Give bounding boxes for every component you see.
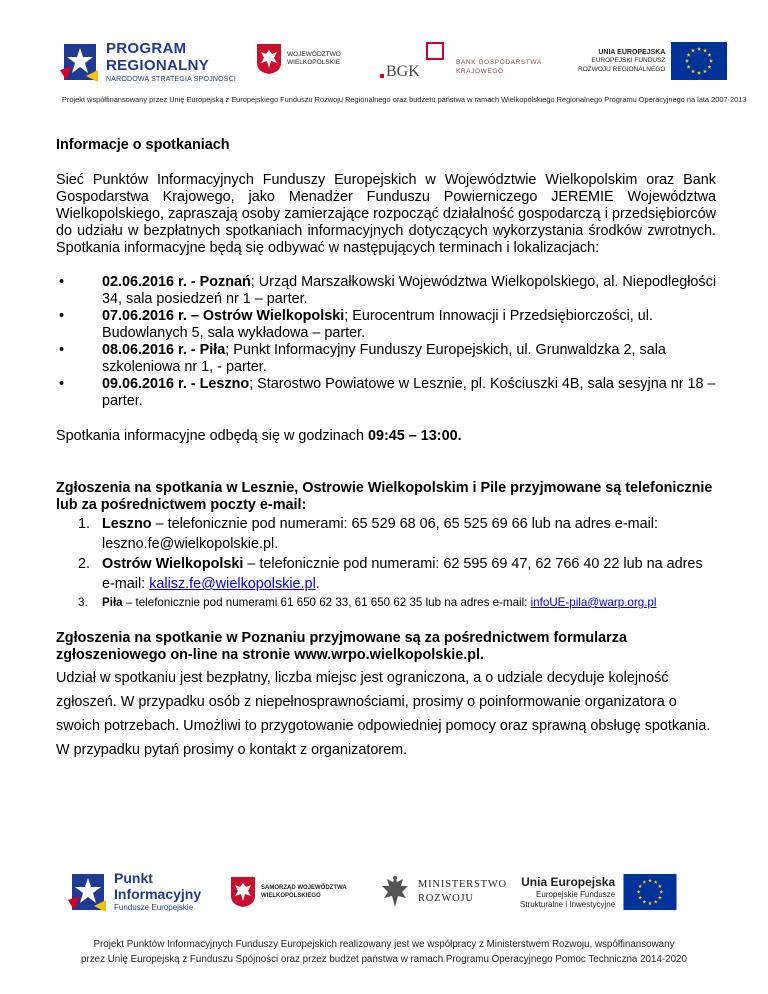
item-city: Leszno xyxy=(102,516,152,532)
meeting-details: ; Eurocentrum Innowacji i Przedsiębiorczości, ul. Budowlanych 5, sala wykładowa – parter. xyxy=(102,308,653,341)
eu-esif-logo xyxy=(520,874,677,910)
document-body xyxy=(56,137,716,762)
eagle-crest-icon xyxy=(256,43,282,75)
meeting-item xyxy=(56,342,716,376)
meeting-details: ; Urząd Marszałkowski Województwa Wielkopolskiego, al. Niepodległości 34, sala posiedzeń nr 1 – parter. xyxy=(102,274,717,307)
email-link-pila[interactable]: infoUE-pila@warp.org.pl xyxy=(530,596,657,609)
meeting-date-place: 08.06.2016 r. - Piła xyxy=(102,342,226,358)
closing-paragraph: Udział w spotkaniu jest bezpłatny, liczba miejsc jest ograniczona, a o udziale decyduje kolejność zgłoszeń. W przypadku osób z niepełnosprawnościami, prosimy o poinformowanie organizatora o swoich potrzebach. Umożliwi to przygotowanie odpowiedniej pomocy oraz sprawną obsługę spotkania. W przypadku pytań prosimy o kontakt z organizatorem. xyxy=(56,670,711,758)
email-link-kalisz[interactable]: kalisz.fe@wielkopolskie.pl xyxy=(149,576,316,592)
item-text: – telefonicznie pod numerami: 65 529 68 06, 65 525 69 66 lub na adres e-mail: leszno.fe@wielkopolskie.pl. xyxy=(102,516,658,552)
item-number: 3. xyxy=(78,596,88,609)
closing-block xyxy=(56,666,716,762)
bgk-logo-line1: BANK GOSPODARSTWA xyxy=(456,59,542,67)
pi-logo-line3: Fundusze Europejskie xyxy=(114,902,194,912)
item-text: – telefonicznie pod numerami: 62 595 69 47, 62 766 40 22 lub na adres e-mail: xyxy=(102,556,703,592)
meeting-date-place: 02.06.2016 r. - Poznań xyxy=(102,274,251,290)
cofinancing-note: Projekt współfinansowany przez Unię Europejską z Europejskiego Funduszu Rozwoju Regionalnego oraz budżetu państwa w ramach Wielkopolskiego Regionalnego Programu Operacyjnego na lata 2007-2013 xyxy=(62,95,747,104)
eagle-crest-icon xyxy=(230,876,256,908)
polish-eagle-icon xyxy=(380,874,410,910)
item-city: Ostrów Wielkopolski xyxy=(102,556,244,572)
meeting-list xyxy=(56,274,716,410)
header-logo-bar xyxy=(60,40,728,90)
self-gov-line1: SAMORZĄD WOJEWÓDZTWA xyxy=(261,884,347,891)
eu-logo-line3: ROZWOJU REGIONALNEGO xyxy=(578,65,666,73)
bgk-wordmark: BGK xyxy=(386,63,420,80)
ministry-logo xyxy=(380,874,507,910)
program-logo-line3: NARODOWA STRATEGIA SPÓJNOŚCI xyxy=(106,76,237,83)
section-title-registration: Zgłoszenia na spotkania w Lesznie, Ostrowie Wielkopolskim i Pile przyjmowane są telefonicznie lub za pośrednictwem poczty e-mail: xyxy=(56,480,713,513)
bgk-mark xyxy=(380,40,452,82)
meeting-item xyxy=(56,308,716,342)
footer-logo-bar xyxy=(60,870,728,920)
wielkopolska-region-logo xyxy=(256,43,341,75)
eu-erdf-logo xyxy=(578,42,727,80)
footer-note-line1: Projekt Punktów Informacyjnych Funduszy Europejskich realizowany jest we współpracy z Ministerstwem Rozwoju, współfinansowany xyxy=(93,939,675,950)
program-logo-line2: REGIONALNY xyxy=(106,57,210,74)
registration-item-pila xyxy=(56,594,716,611)
intro-paragraph: Sieć Punktów Informacyjnych Funduszy Europejskich w Województwie Wielkopolskim oraz Bank Gospodarstwa Krajowego, jako Menadżer Funduszu Powierniczego JEREMIE Województwa Wielkopolskiego, zapraszają osoby zamierzające rozpocząć działalność gospodarczą i przedsiębiorców do udziału w bezpłatnych spotkaniach informacyjnych dotyczących wykorzystania środków zwrotnych. Spotkania informacyjne będą się odbywać w następujących terminach i lokalizacjach: xyxy=(56,172,716,256)
punkt-star-icon xyxy=(68,870,108,914)
bgk-logo xyxy=(380,40,542,82)
registration-list xyxy=(56,514,716,611)
item-number: 2. xyxy=(78,556,91,572)
region-logo-line1: WOJEWÓDZTWO xyxy=(287,50,341,58)
self-gov-line2: WIELKOPOLSKIEGO xyxy=(261,893,321,899)
section-title-meetings: Informacje o spotkaniach xyxy=(56,137,230,153)
footer-note-line2: przez Unię Europejską z Funduszu Spójności oraz przez budżet państwa w ramach Programu Operacyjnego Pomoc Techniczna 2014-2020 xyxy=(81,954,687,965)
item-number: 1. xyxy=(78,516,91,532)
region-logo-line2: WIELKOPOLSKIE xyxy=(287,59,341,66)
pi-logo-line2: Informacyjny xyxy=(114,885,202,902)
item-city: Piła xyxy=(102,596,123,609)
item-text: – telefonicznie pod numerami 61 650 62 33, 61 650 62 35 lub na adres e-mail: xyxy=(122,596,531,609)
section-title-poznan: Zgłoszenia na spotkanie w Poznaniu przyjmowane są za pośrednictwem formularza zgłoszeniowego on-line na stronie www.wrpo.wielkopolskie.pl. xyxy=(56,630,627,663)
ministry-line2: ROZWOJU xyxy=(418,893,474,904)
program-star-icon xyxy=(60,40,100,84)
meeting-item xyxy=(56,274,716,308)
punkt-informacyjny-logo xyxy=(68,870,201,914)
registration-item-leszno xyxy=(56,514,716,554)
bgk-logo-line2: KRAJOWEGO xyxy=(456,68,504,75)
bgk-dot-icon xyxy=(380,74,384,78)
bgk-square-icon xyxy=(426,42,444,60)
program-regionalny-logo xyxy=(60,40,236,84)
eu-logo-line1: UNIA EUROPEJSKA xyxy=(598,48,666,56)
meeting-item xyxy=(56,376,716,410)
registration-item-ostrow xyxy=(56,554,716,594)
eu-flag-icon xyxy=(671,42,727,80)
program-logo-line1: PROGRAM xyxy=(106,40,187,57)
meeting-hours xyxy=(56,428,716,445)
eu-logo-line2: EUROPEJSKI FUNDUSZ xyxy=(591,56,666,64)
meeting-date-place: 09.06.2016 r. - Leszno xyxy=(102,376,250,392)
eu2-line2: Europejskie Fundusze xyxy=(536,889,616,899)
eu-flag-icon xyxy=(623,874,677,910)
eu2-line3: Strukturalne i Inwestycyjne xyxy=(520,899,616,909)
self-government-logo xyxy=(230,876,347,908)
eu2-line1: Unia Europejska xyxy=(521,874,616,889)
hours-value: 09:45 – 13:00. xyxy=(368,428,462,444)
item-tail: . xyxy=(315,576,320,592)
footer-note xyxy=(40,937,728,967)
pi-logo-line1: Punkt xyxy=(114,870,153,887)
meeting-date-place: 07.06.2016 r. – Ostrów Wielkopolski xyxy=(102,308,345,324)
meeting-details: ; Starostwo Powiatowe w Lesznie, pl. Kościuszki 4B, sala sesyjna nr 18 – parter. xyxy=(102,376,716,409)
ministry-line1: MINISTERSTWO xyxy=(418,879,507,891)
meeting-details: ; Punkt Informacyjny Funduszy Europejskich, ul. Grunwaldzka 2, sala szkoleniowa nr 1, - parter. xyxy=(102,342,666,375)
hours-text: Spotkania informacyjne odbędą się w godzinach xyxy=(56,428,368,444)
